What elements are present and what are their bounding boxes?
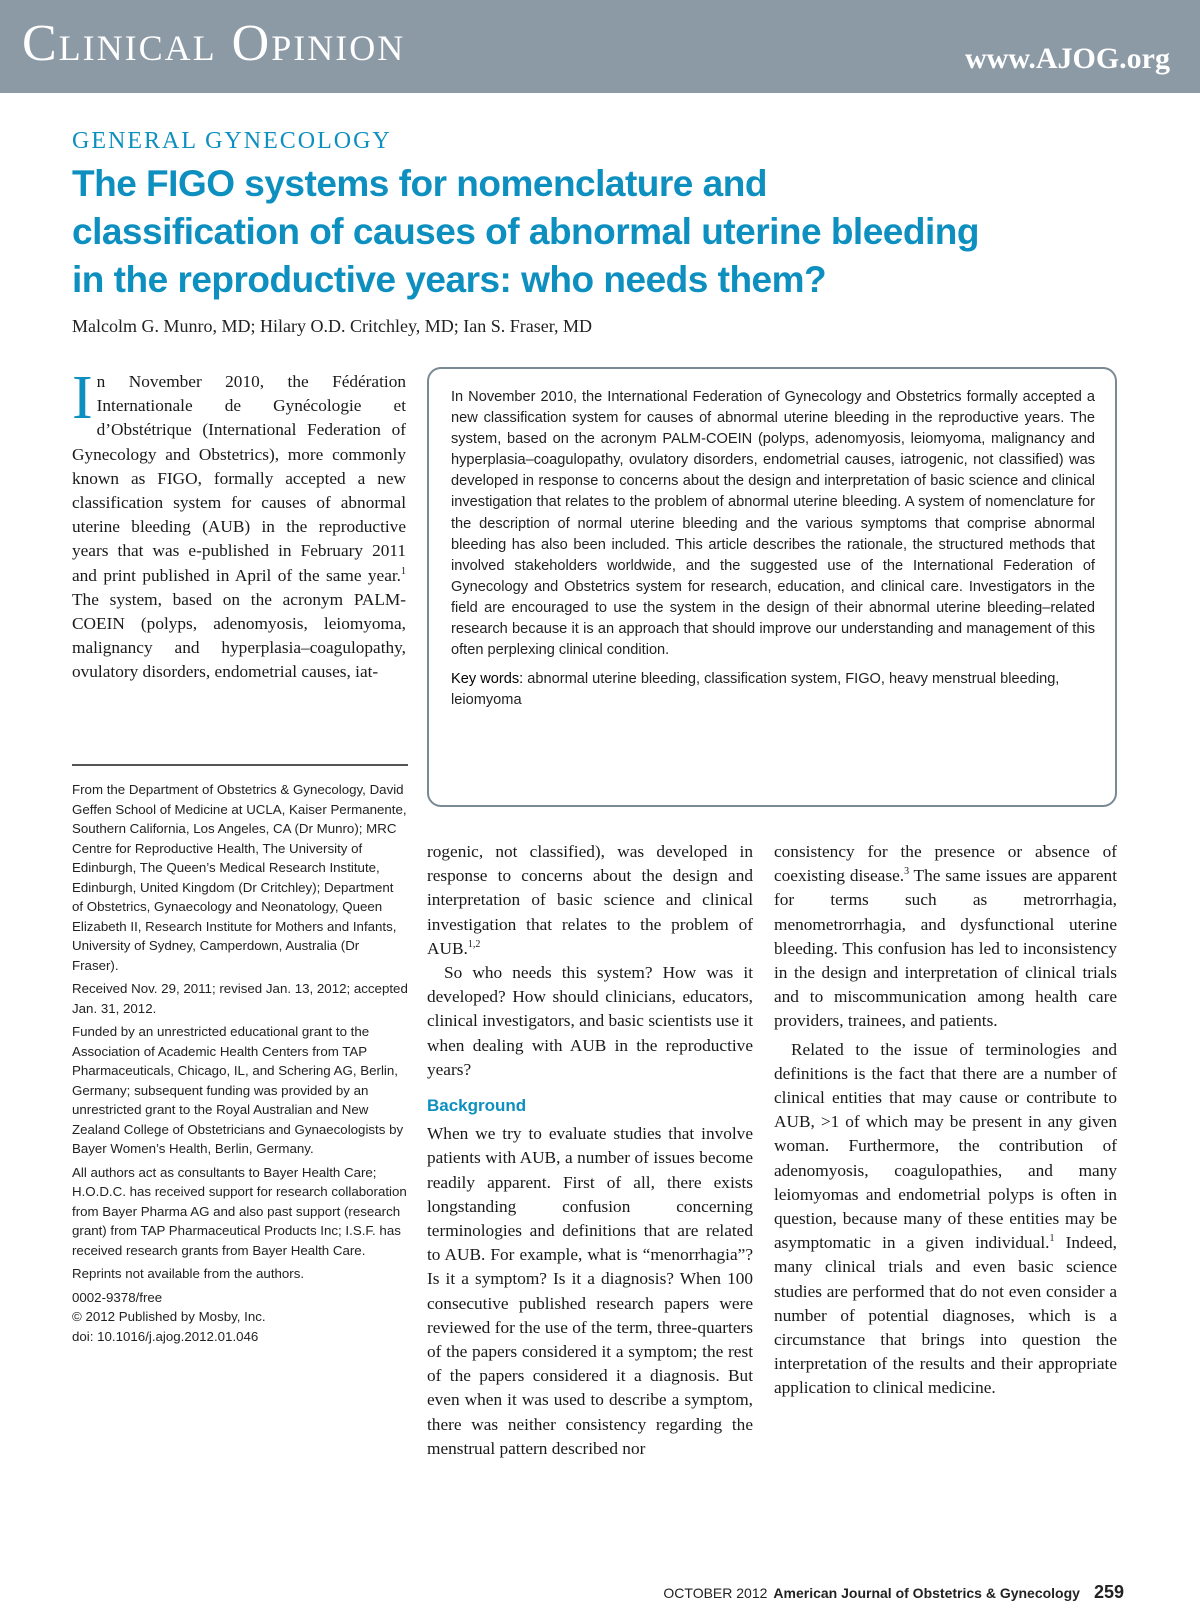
body-column-2 (427, 840, 753, 1461)
journal-url-link[interactable]: www.AJOG.org (965, 42, 1170, 75)
keywords-label: Key words: (451, 671, 524, 688)
affiliation-notes (72, 780, 408, 1346)
page-number: 259 (1093, 1582, 1124, 1602)
intro-text-b: The system, based on the acronym PALM-COEIN (polyps, adenomyosis, leiomyoma, malignancy and hyperplasia–coagulopathy, ovulatory disorders, endometrial causes, iat- (72, 589, 406, 682)
author-list: Malcolm G. Munro, MD; Hilary O.D. Critchley, MD; Ian S. Fraser, MD (72, 316, 593, 336)
body-paragraph (427, 840, 753, 961)
body-text: rogenic, not classified), was developed in response to concerns about the design and interpretation of basic science and clinical investigation that relates to the problem of AUB. (427, 842, 753, 958)
abstract-text: In November 2010, the International Federation of Gynecology and Obstetrics formally accepted a new classification system for causes of abnormal uterine bleeding in the reproductive years. The system, based on the acronym PALM-COEIN (polyps, adenomyosis, leiomyoma, malignancy and hyperplasia–coagulopathy, ovulatory disorders, endometrial causes, iatrogenic, not classified) was developed in response to concerns about the design and interpretation of basic science and clinical investigation that relates to the problem of abnormal uterine bleeding. A system of nomenclature for the description of normal uterine bleeding and the various symptoms that comprise abnormal bleeding has also been included. This article describes the rationale, the structured methods that involved stakeholders worldwide, and the suggested use of the International Federation of Gynecology and Obstetrics system for research, education, and clinical care. Investigators in the field are encouraged to use the system in the design of their abnormal uterine bleeding–related research because it is an approach that should improve our understanding and management of this often perplexing clinical condition. (451, 389, 1095, 659)
conflict-statement: All authors act as consultants to Bayer Health Care; H.O.D.C. has received support for research collaboration from Bayer Pharma AG and also past support (research grant) from TAP Pharmaceutical Products Inc; I.S.F. has received research grants from Bayer Health Care. (72, 1164, 407, 1258)
body-paragraph (774, 1038, 1117, 1401)
body-text: The same issues are apparent for terms such as metrorrhagia, menometrorrhagia, and dysfunctional uterine bleeding. This confusion has led to inconsistency in the design and interpretation of clinical trials and to miscommunication among health care providers, trainees, and patients. (774, 866, 1117, 1031)
funding-statement: Funded by an unrestricted educational grant to the Association of Academic Health Centers from TAP Pharmaceuticals, Chicago, IL, and Schering AG, Berlin, Germany; subsequent funding was provided by an unrestricted grant to the Royal Australian and New Zealand College of Obstetricians and Gynaecologists by Bayer Women’s Health, Berlin, Germany. (72, 1024, 404, 1156)
abstract-box (427, 367, 1117, 807)
header-band (0, 0, 1200, 93)
intro-text-a: n November 2010, the Fédération Internationale de Gynécologie et d’Obstétrique (International Federation of Gynecology and Obstetrics), more commonly known as FIGO, formally accepted a new classification system for causes of abnormal uterine bleeding (AUB) in the reproductive years that was e-published in February 2011 and print published in April of the same year. (72, 372, 406, 585)
keywords (451, 669, 1095, 711)
keywords-list: abnormal uterine bleeding, classification system, FIGO, heavy menstrual bleeding, leiomyoma (451, 671, 1060, 709)
received-dates: Received Nov. 29, 2011; revised Jan. 13, 2012; accepted Jan. 31, 2012. (72, 981, 408, 1016)
article-title: The FIGO systems for nomenclature and classification of causes of abnormal uterine bleeding in the reproductive years: who needs them? (72, 163, 979, 300)
page-footer (663, 1582, 1124, 1603)
body-text: Related to the issue of terminologies and definitions is the fact that there are a number of clinical entities that may cause or contribute to AUB, >1 of which may be present in any given woman. Furthermore, the contribution of adenomyosis, coagulopathies, and many leiomyomas and endometrial polyps is often in question, because many of these entities may be asymptomatic in a given individual. (774, 1039, 1117, 1253)
body-text: Indeed, many clinical trials and even basic science studies are performed that do not even consider a number of potential diagnoses, which is a circumstance that brings into question the interpretation of the results and their appropriate application to clinical medicine. (774, 1233, 1117, 1398)
issue-date: OCTOBER 2012 (663, 1585, 768, 1601)
reference-marker[interactable]: 3 (904, 866, 910, 878)
reprints-note: Reprints not available from the authors. (72, 1266, 305, 1281)
reference-marker[interactable]: 1 (401, 565, 406, 577)
body-text: consistency for the presence or absence of coexisting disease. (774, 842, 1117, 886)
section-label: GENERAL GYNECOLOGY (72, 128, 392, 154)
body-paragraph (774, 840, 1117, 1034)
body-paragraph: So who needs this system? How was it developed? How should clinicians, educators, clinical investigators, and basic scientists use it when dealing with AUB in the reproductive years? (427, 963, 753, 1079)
drop-cap: I (72, 364, 93, 432)
copyright: © 2012 Published by Mosby, Inc. (72, 1309, 266, 1324)
reference-marker[interactable]: 1,2 (467, 939, 481, 951)
background-heading: Background (427, 1096, 527, 1116)
column-divider (72, 764, 408, 766)
affiliation-department: From the Department of Obstetrics & Gynecology, David Geffen School of Medicine at UCLA, Kaiser Permanente, Southern California, Los Angeles, CA (Dr Munro); MRC Centre for Reproductive Health, The University of Edinburgh, The Queen’s Medical Research Institute, Edinburgh, United Kingdom (Dr Critchley); Department of Obstetrics, Gynaecology and Neonatology, Queen Elizabeth II, Research Institute for Mothers and Infants, University of Sydney, Camperdown, Australia (Dr Fraser). (72, 782, 407, 973)
doi-link[interactable]: doi: 10.1016/j.ajog.2012.01.046 (72, 1328, 259, 1344)
body-column-3 (774, 840, 1117, 1401)
intro-column (72, 364, 406, 685)
reference-marker[interactable]: 1 (1049, 1233, 1055, 1245)
journal-name: American Journal of Obstetrics & Gynecology (773, 1585, 1080, 1601)
body-paragraph: When we try to evaluate studies that involve patients with AUB, a number of issues become readily apparent. First of all, there exists longstanding confusion concerning terminologies and definitions that are related to AUB. For example, what is “menorrhagia”? Is it a symptom? Is it a diagnosis? When 100 consecutive published research papers were reviewed for the use of the term, three-quarters of the papers considered it a symptom; the rest of the papers considered it a diagnosis. But even when it was used to describe a symptom, there was neither consistency regarding the menstrual pattern described nor (427, 1124, 753, 1458)
section-banner-title: Clinical Opinion (22, 15, 406, 72)
issn: 0002-9378/free (72, 1289, 163, 1305)
